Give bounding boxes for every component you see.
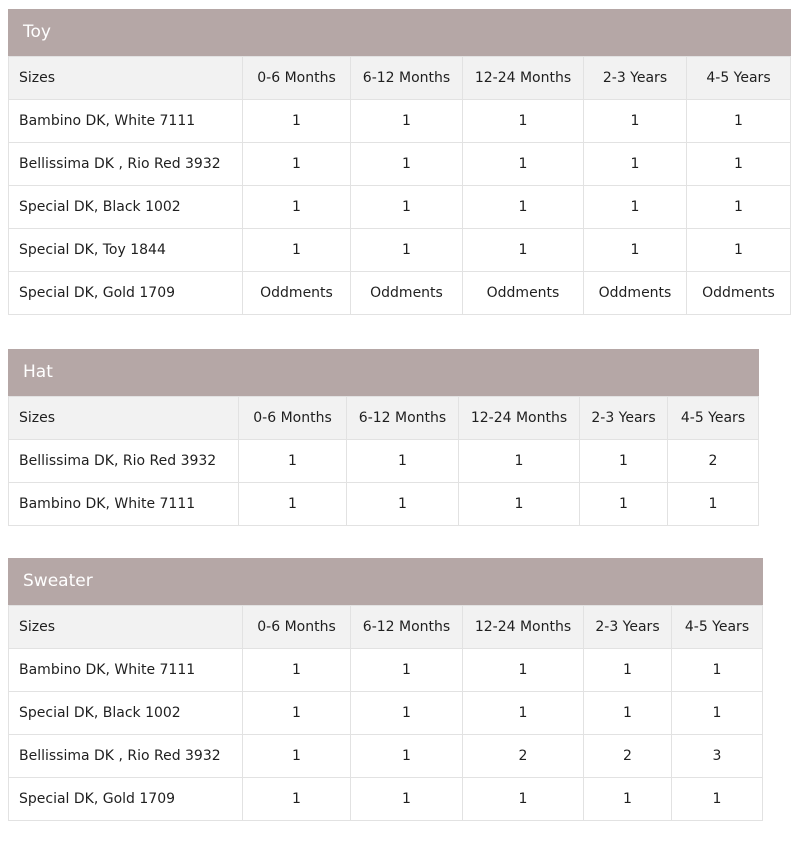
- quantity-cell: 1: [687, 100, 791, 143]
- quantity-cell: 1: [351, 778, 463, 821]
- table-header-row: [9, 606, 763, 649]
- column-header-sizes: Sizes: [9, 57, 243, 100]
- column-header-0-6-months: 0-6 Months: [243, 606, 351, 649]
- yarn-name-cell: Bellissima DK , Rio Red 3932: [9, 143, 243, 186]
- quantity-cell: 1: [243, 100, 351, 143]
- table-row: [9, 143, 791, 186]
- column-header-12-24-months: 12-24 Months: [459, 397, 580, 440]
- quantity-cell: Oddments: [351, 272, 463, 315]
- quantity-cell: 1: [351, 143, 463, 186]
- quantity-cell: Oddments: [687, 272, 791, 315]
- quantity-cell: 1: [351, 649, 463, 692]
- quantity-cell: 1: [243, 649, 351, 692]
- yarn-name-cell: Bambino DK, White 7111: [9, 649, 243, 692]
- table-title-hat: Hat: [8, 349, 759, 396]
- table-row: [9, 649, 763, 692]
- quantity-cell: 1: [584, 100, 687, 143]
- quantity-cell: 1: [584, 692, 672, 735]
- quantity-cell: 1: [672, 692, 763, 735]
- quantity-cell: 1: [347, 440, 459, 483]
- column-header-2-3-years: 2-3 Years: [580, 397, 668, 440]
- table-row: [9, 692, 763, 735]
- yarn-name-cell: Bambino DK, White 7111: [9, 483, 239, 526]
- quantity-cell: 1: [459, 483, 580, 526]
- quantity-cell: 1: [351, 735, 463, 778]
- yarn-name-cell: Special DK, Black 1002: [9, 186, 243, 229]
- column-header-sizes: Sizes: [9, 606, 243, 649]
- table-title-toy: Toy: [8, 9, 791, 56]
- yarn-name-cell: Special DK, Gold 1709: [9, 778, 243, 821]
- yarn-name-cell: Special DK, Black 1002: [9, 692, 243, 735]
- quantity-cell: 1: [243, 735, 351, 778]
- quantity-cell: 1: [687, 186, 791, 229]
- toy-yarn-table: [8, 9, 791, 315]
- quantity-cell: 1: [351, 229, 463, 272]
- quantity-cell: 1: [463, 143, 584, 186]
- table-header-row: [9, 57, 791, 100]
- column-header-0-6-months: 0-6 Months: [239, 397, 347, 440]
- table-header-row: [9, 397, 759, 440]
- quantity-cell: 1: [239, 440, 347, 483]
- quantity-cell: 1: [243, 186, 351, 229]
- quantity-cell: 1: [672, 778, 763, 821]
- column-header-sizes: Sizes: [9, 397, 239, 440]
- column-header-12-24-months: 12-24 Months: [463, 606, 584, 649]
- table-row: [9, 778, 763, 821]
- table-title-sweater: Sweater: [8, 558, 763, 605]
- quantity-cell: 1: [243, 692, 351, 735]
- yarn-name-cell: Special DK, Toy 1844: [9, 229, 243, 272]
- quantity-cell: 1: [243, 229, 351, 272]
- quantity-cell: 1: [584, 143, 687, 186]
- quantity-cell: 1: [668, 483, 759, 526]
- quantity-cell: 1: [687, 229, 791, 272]
- quantity-cell: Oddments: [463, 272, 584, 315]
- column-header-4-5-years: 4-5 Years: [672, 606, 763, 649]
- column-header-4-5-years: 4-5 Years: [687, 57, 791, 100]
- quantity-cell: Oddments: [584, 272, 687, 315]
- quantity-cell: 1: [351, 186, 463, 229]
- yarn-name-cell: Bellissima DK , Rio Red 3932: [9, 735, 243, 778]
- quantity-cell: 3: [672, 735, 763, 778]
- table-row: [9, 229, 791, 272]
- quantity-cell: 1: [463, 692, 584, 735]
- table-row: [9, 272, 791, 315]
- column-header-6-12-months: 6-12 Months: [351, 57, 463, 100]
- yarn-name-cell: Bellissima DK, Rio Red 3932: [9, 440, 239, 483]
- column-header-6-12-months: 6-12 Months: [351, 606, 463, 649]
- column-header-12-24-months: 12-24 Months: [463, 57, 584, 100]
- quantity-cell: 1: [580, 483, 668, 526]
- quantity-cell: 1: [580, 440, 668, 483]
- quantity-cell: 1: [243, 778, 351, 821]
- quantity-cell: 2: [463, 735, 584, 778]
- quantity-cell: 1: [459, 440, 580, 483]
- quantity-cell: 1: [463, 649, 584, 692]
- quantity-cell: Oddments: [243, 272, 351, 315]
- table-row: [9, 186, 791, 229]
- quantity-cell: 1: [243, 143, 351, 186]
- table-row: [9, 100, 791, 143]
- quantity-cell: 1: [347, 483, 459, 526]
- quantity-cell: 1: [584, 186, 687, 229]
- quantity-cell: 1: [351, 692, 463, 735]
- yarn-name-cell: Bambino DK, White 7111: [9, 100, 243, 143]
- table-row: [9, 735, 763, 778]
- quantity-cell: 1: [687, 143, 791, 186]
- quantity-cell: 1: [672, 649, 763, 692]
- quantity-cell: 1: [584, 778, 672, 821]
- table-row: [9, 483, 759, 526]
- column-header-6-12-months: 6-12 Months: [347, 397, 459, 440]
- quantity-cell: 1: [463, 100, 584, 143]
- column-header-2-3-years: 2-3 Years: [584, 57, 687, 100]
- column-header-4-5-years: 4-5 Years: [668, 397, 759, 440]
- table-row: [9, 440, 759, 483]
- quantity-cell: 1: [584, 229, 687, 272]
- quantity-cell: 1: [239, 483, 347, 526]
- quantity-cell: 1: [584, 649, 672, 692]
- yarn-name-cell: Special DK, Gold 1709: [9, 272, 243, 315]
- sweater-yarn-table: [8, 558, 763, 821]
- quantity-cell: 1: [463, 229, 584, 272]
- quantity-cell: 1: [463, 186, 584, 229]
- hat-yarn-table: [8, 349, 759, 526]
- quantity-cell: 2: [584, 735, 672, 778]
- column-header-0-6-months: 0-6 Months: [243, 57, 351, 100]
- quantity-cell: 2: [668, 440, 759, 483]
- quantity-cell: 1: [463, 778, 584, 821]
- column-header-2-3-years: 2-3 Years: [584, 606, 672, 649]
- quantity-cell: 1: [351, 100, 463, 143]
